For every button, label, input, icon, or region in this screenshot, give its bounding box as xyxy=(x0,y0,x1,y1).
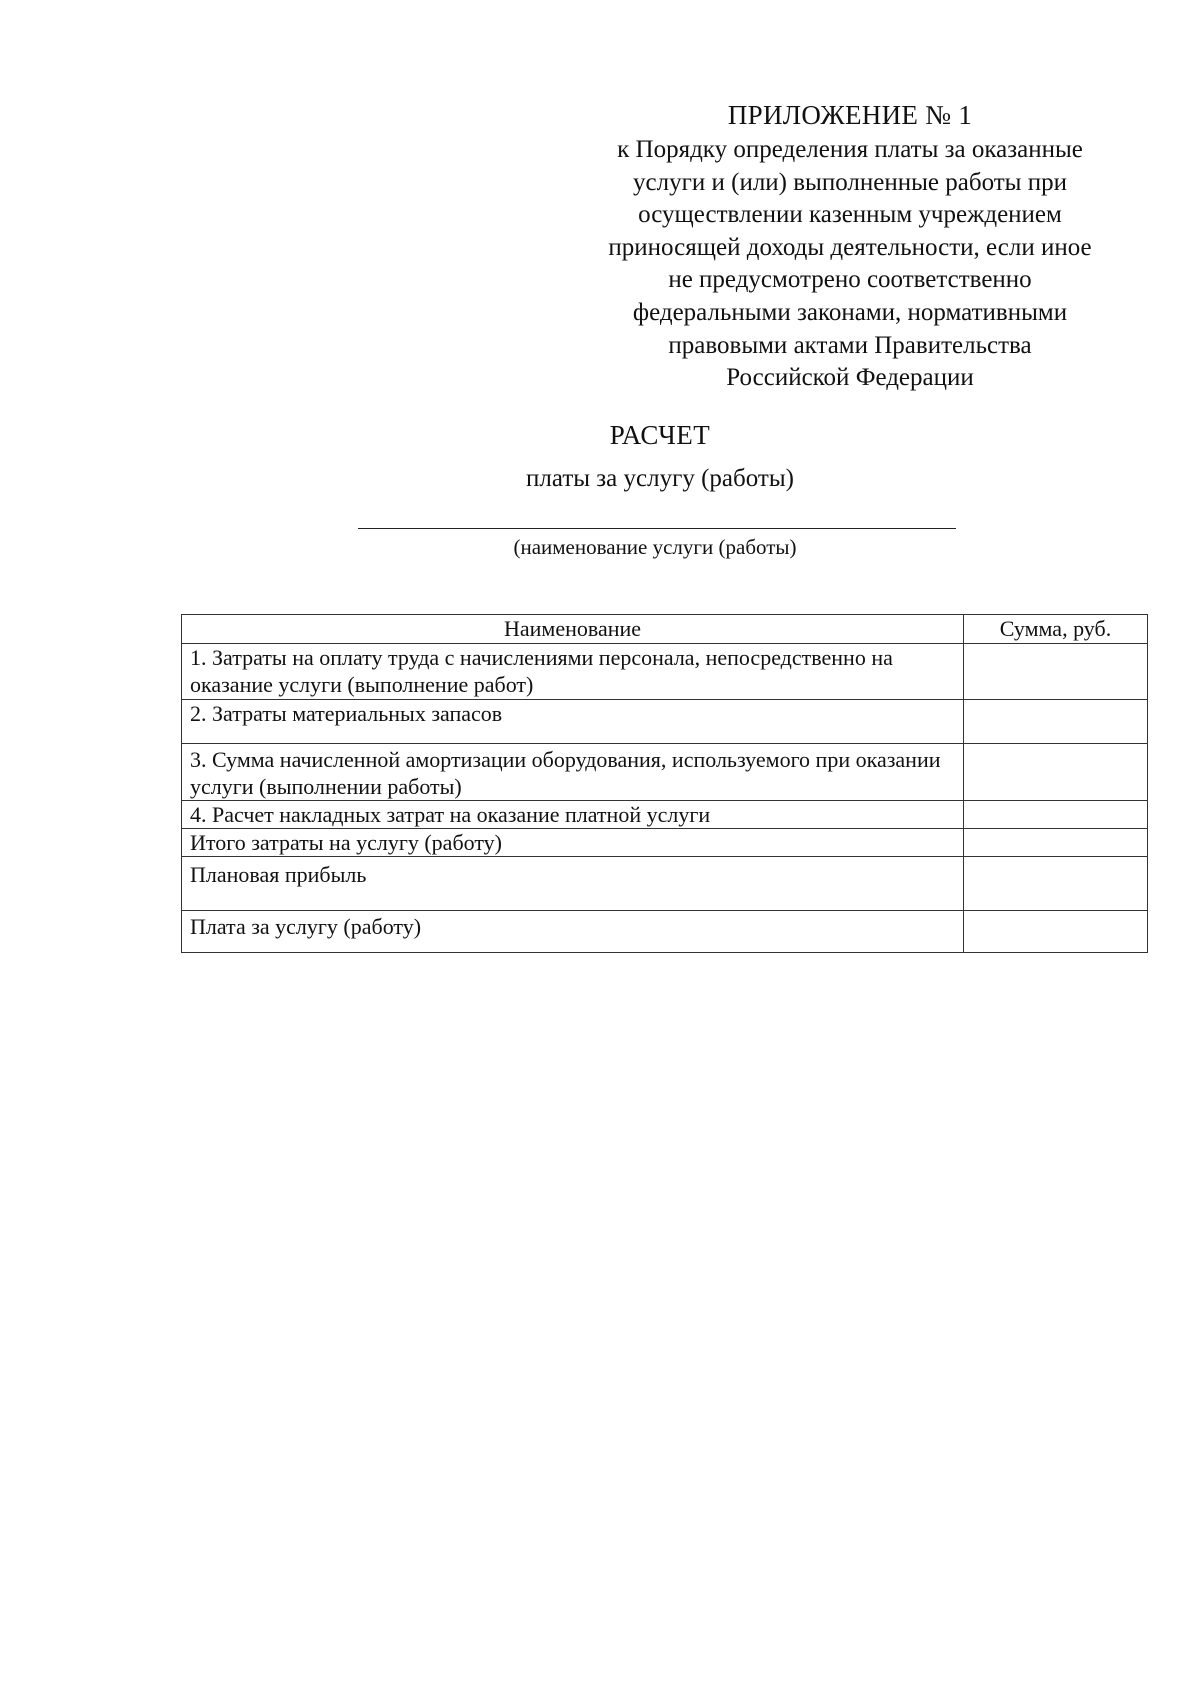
service-name-caption: (наименование услуги (работы) xyxy=(513,535,797,559)
calculation-title: РАСЧЕТ xyxy=(609,420,711,450)
row-name-cell: Плановая прибыль xyxy=(182,857,964,911)
row-sum-cell xyxy=(964,744,1148,801)
row-sum-cell xyxy=(964,857,1148,911)
header-name: Наименование xyxy=(182,615,964,644)
appendix-line: федеральными законами, нормативными xyxy=(632,298,1068,326)
calculation-table xyxy=(181,614,1148,953)
row-sum-cell xyxy=(964,644,1148,700)
table-row xyxy=(182,857,1148,911)
appendix-header xyxy=(560,98,1140,395)
appendix-line: правовыми актами Правительства xyxy=(668,331,1032,359)
row-name-cell: 2. Затраты материальных запасов xyxy=(182,700,964,744)
row-name-cell: Итого затраты на услугу (работу) xyxy=(182,829,964,857)
row-sum-cell xyxy=(964,911,1148,953)
table-row xyxy=(182,700,1148,744)
service-name-blank-line xyxy=(358,528,956,529)
appendix-line: осуществлении казенным учреждением xyxy=(638,201,1062,229)
row-name-cell: 4. Расчет накладных затрат на оказание платной услуги xyxy=(182,801,964,829)
table-row xyxy=(182,644,1148,700)
header-sum: Сумма, руб. xyxy=(964,615,1148,644)
appendix-title: ПРИЛОЖЕНИЕ № 1 xyxy=(727,100,973,130)
appendix-line: приносящей доходы деятельности, если иное xyxy=(608,233,1092,261)
table-row xyxy=(182,911,1148,953)
calculation-subtitle: платы за услугу (работы) xyxy=(526,465,794,492)
row-sum-cell xyxy=(964,700,1148,744)
table-row xyxy=(182,801,1148,829)
row-name-cell: 1. Затраты на оплату труда с начислениями персонала, непосредственно на оказание услуги (выполнение работ) xyxy=(182,644,964,700)
table-header-row xyxy=(182,615,1148,644)
table-row xyxy=(182,829,1148,857)
appendix-line: услуги и (или) выполненные работы при xyxy=(633,168,1067,196)
table-row xyxy=(182,744,1148,801)
appendix-line: к Порядку определения платы за оказанные xyxy=(617,136,1083,163)
appendix-line: не предусмотрено соответственно xyxy=(668,266,1032,294)
row-sum-cell xyxy=(964,829,1148,857)
appendix-line: Российской Федерации xyxy=(726,364,974,392)
row-name-cell: 3. Сумма начисленной амортизации оборудования, используемого при оказании услуги (выполнении работы) xyxy=(182,744,964,801)
row-sum-cell xyxy=(964,801,1148,829)
row-name-cell: Плата за услугу (работу) xyxy=(182,911,964,953)
